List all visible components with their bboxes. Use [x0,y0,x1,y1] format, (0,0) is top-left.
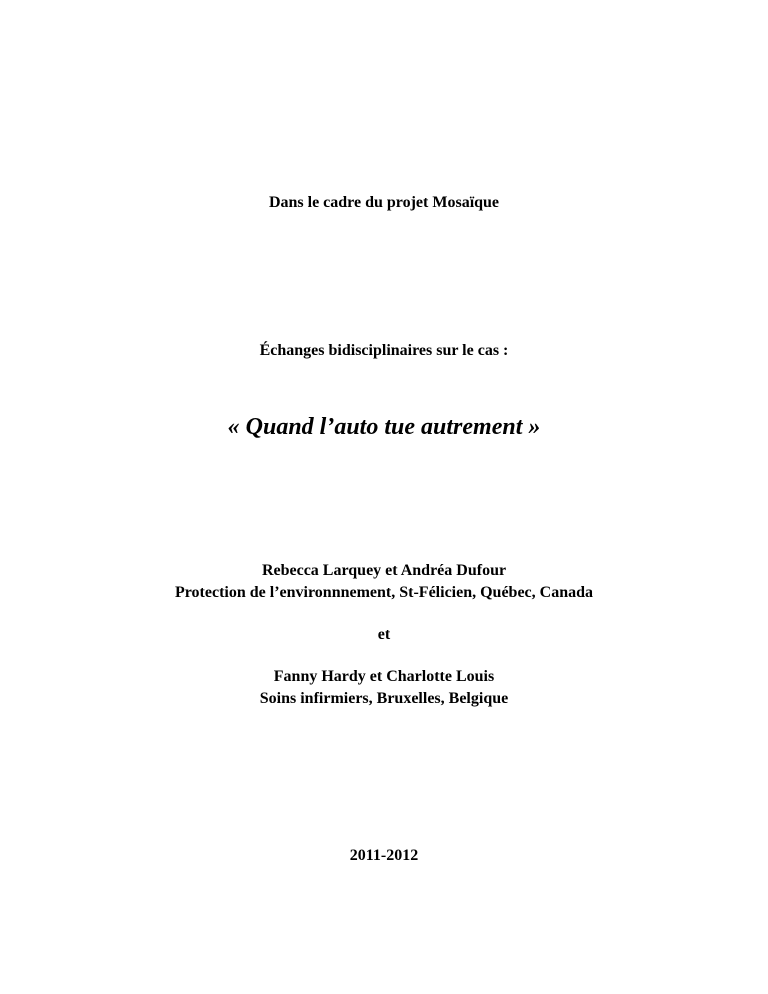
case-title: « Quand l’auto tue autrement » [227,414,541,440]
academic-year: 2011-2012 [349,847,419,864]
affiliation-group-2: Soins infirmiers, Bruxelles, Belgique [259,690,509,707]
authors-group-2: Fanny Hardy et Charlotte Louis [273,668,495,685]
conjunction: et [377,626,391,643]
authors-group-1: Rebecca Larquey et Andréa Dufour [261,562,507,579]
affiliation-group-1: Protection de l’environnnement, St-Félicien, Québec, Canada [174,584,594,601]
project-intro: Dans le cadre du projet Mosaïque [268,194,500,211]
case-subtitle: Échanges bidisciplinaires sur le cas : [259,342,509,359]
